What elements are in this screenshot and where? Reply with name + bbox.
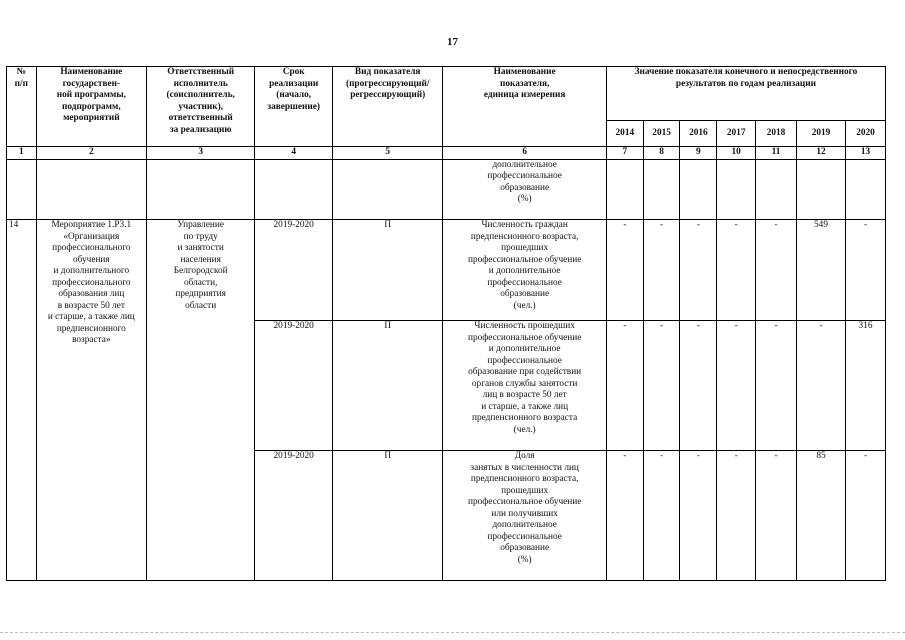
- value-cell: -: [643, 451, 680, 581]
- indicator-name: Численность прошедших профессиональное обучение и дополнительное профессиональное образование при содействии органов службы занятости лиц в возрасте 50 лет и старше, а также лиц предпенсионного возраста (чел.): [443, 321, 607, 451]
- column-number: 10: [717, 146, 756, 159]
- value-cell: -: [717, 321, 756, 451]
- indicator-name: Доля занятых в численности лиц предпенсионного возраста, прошедших профессиональное обучение или получивших дополнительное профессиональное образование (%): [443, 451, 607, 581]
- value-cell: -: [680, 451, 717, 581]
- value-cell: -: [606, 321, 643, 451]
- header-program-name: Наименование государствен- ной программы, подпрограмм, мероприятий: [36, 67, 146, 147]
- header-year: 2014: [606, 121, 643, 146]
- column-number: 8: [643, 146, 680, 159]
- column-number: 12: [796, 146, 845, 159]
- header-year: 2019: [796, 121, 845, 146]
- responsible-executor: Управление по труду и занятости населения Белгородской области, предприятия области: [147, 220, 255, 581]
- value-cell: -: [846, 220, 886, 321]
- value-cell: -: [756, 220, 797, 321]
- header-row: [7, 67, 886, 121]
- column-number: 7: [606, 146, 643, 159]
- measure-name: Мероприятие 1.Р3.1 «Организация профессионального обучения и дополнительного профессионального образования лиц в возрасте 50 лет и старше, а также лиц предпенсионного возраста»: [36, 220, 146, 581]
- page-number: 17: [447, 36, 458, 48]
- value-cell: -: [846, 451, 886, 581]
- indicator-type: П: [333, 220, 443, 321]
- continuation-indicator: дополнительное профессиональное образование (%): [443, 159, 607, 220]
- column-number: 1: [7, 146, 37, 159]
- indicator-type: П: [333, 321, 443, 451]
- value-cell: -: [606, 220, 643, 321]
- header-year: 2015: [643, 121, 680, 146]
- column-number: 5: [333, 146, 443, 159]
- indicator-type: П: [333, 451, 443, 581]
- value-cell: -: [643, 220, 680, 321]
- header-year: 2020: [846, 121, 886, 146]
- header-indicator-type: Вид показателя (прогрессирующий/ регрессирующий): [333, 67, 443, 147]
- header-year: 2016: [680, 121, 717, 146]
- value-cell: -: [756, 451, 797, 581]
- value-cell: -: [680, 220, 717, 321]
- value-cell: 85: [796, 451, 845, 581]
- row-number: 14: [7, 220, 37, 581]
- table-row: [7, 220, 886, 321]
- value-cell: -: [756, 321, 797, 451]
- header-period: Срок реализации (начало, завершение): [255, 67, 333, 147]
- column-numbers-row: [7, 146, 886, 159]
- value-cell: -: [717, 220, 756, 321]
- header-responsible: Ответственный исполнитель (соисполнитель, участник), ответственный за реализацию: [147, 67, 255, 147]
- column-number: 13: [846, 146, 886, 159]
- period: 2019-2020: [255, 321, 333, 451]
- value-cell: -: [680, 321, 717, 451]
- value-cell: 549: [796, 220, 845, 321]
- indicator-name: Численность граждан предпенсионного возраста, прошедших профессиональное обучение и дополнительное профессиональное образование (чел.): [443, 220, 607, 321]
- column-number: 9: [680, 146, 717, 159]
- value-cell: 316: [846, 321, 886, 451]
- column-number: 6: [443, 146, 607, 159]
- scan-edge-line: [0, 632, 905, 634]
- indicators-table: [6, 66, 886, 581]
- header-indicator-name: Наименование показателя, единица измерения: [443, 67, 607, 147]
- value-cell: -: [717, 451, 756, 581]
- column-number: 11: [756, 146, 797, 159]
- header-year: 2017: [717, 121, 756, 146]
- period: 2019-2020: [255, 451, 333, 581]
- column-number: 2: [36, 146, 146, 159]
- continuation-row: [7, 159, 886, 220]
- column-number: 4: [255, 146, 333, 159]
- value-cell: -: [796, 321, 845, 451]
- period: 2019-2020: [255, 220, 333, 321]
- header-number: № п/п: [7, 67, 37, 147]
- header-values-group: Значение показателя конечного и непосредственного результатов по годам реализации: [606, 67, 885, 121]
- value-cell: -: [606, 451, 643, 581]
- column-number: 3: [147, 146, 255, 159]
- value-cell: -: [643, 321, 680, 451]
- header-year: 2018: [756, 121, 797, 146]
